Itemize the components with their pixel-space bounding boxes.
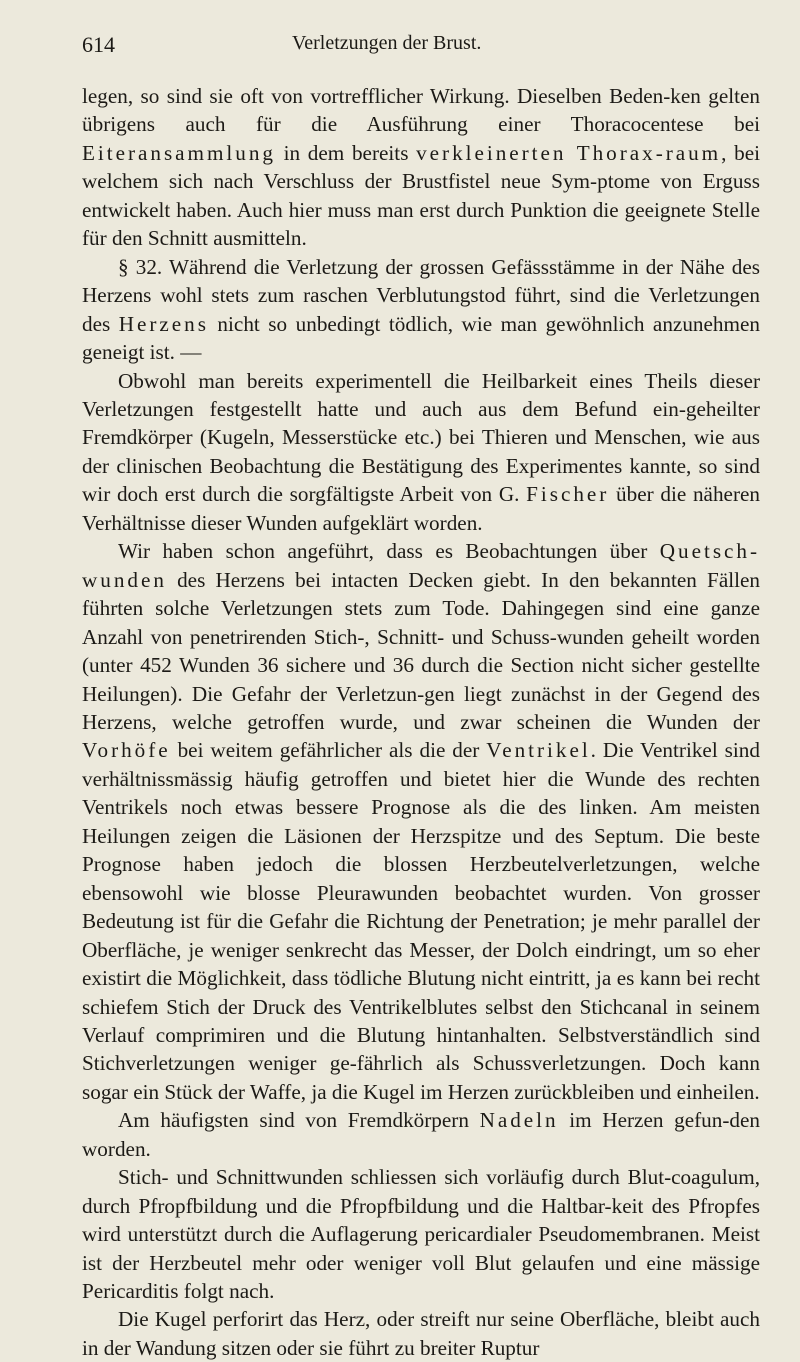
- paragraph: [82, 1163, 760, 1305]
- text-run: . Die Ventrikel sind verhältnissmässig häufig getroffen und bietet hier die Wunde des rechten Ventrikels noch etwas bessere Prognose als die des linken. Am meisten Heilungen zeigen die Läsionen der Herzspitze und des Septum. Die beste Prognose haben jedoch die blossen Herzbeutelverletzungen, welche ebensowohl wie blosse Pleurawunden beobachtet wurden. Von grosser Bedeutung ist für die Gefahr die Richtung der Penetration; je mehr parallel der Oberfläche, je weniger senkrecht das Messer, der Dolch eindringt, um so eher existirt die Möglichkeit, dass tödliche Blutung nicht eintritt, ja es kann bei recht schiefem Stich der Druck des Ventrikelblutes selbst den Stichcanal in seinem Verlauf comprimiren und die Blutung hintanhalten. Selbstverständlich sind Stichverletzungen weniger ge-fährlich als Schussverletzungen. Doch kann sogar ein Stück der Waffe, ja die Kugel im Herzen zurückbleiben und einheilen.: [82, 738, 760, 1104]
- emphasized-text: Ventrikel: [486, 738, 591, 763]
- paragraph: [82, 253, 760, 367]
- emphasized-text: verkleinerten Thorax-raum: [416, 140, 722, 165]
- text-run: Am häufigsten sind von Fremdkörpern: [118, 1108, 480, 1133]
- text-run: Wir haben schon angeführt, dass es Beobachtungen über: [118, 539, 660, 564]
- text-run: Stich- und Schnittwunden schliessen sich vorläufig durch Blut-coagulum, durch Pfropfbildung und die Pfropfbildung und die Haltbar-keit des Pfropfes wird unterstützt durch die Auflagerung pericardialer Pseudomembranen. Meist ist der Herzbeutel mehr oder weniger voll Blut gelaufen und eine mässige Pericarditis folgt nach.: [82, 1165, 760, 1304]
- emphasized-text: Eiteransammlung: [82, 140, 276, 165]
- text-run: legen, so sind sie oft von vortrefflicher Wirkung. Dieselben Beden-ken gelten übrigens auch für die Ausführung einer Thoracocentese bei: [82, 84, 760, 137]
- paragraph: [82, 367, 760, 538]
- paragraph: [82, 82, 760, 253]
- text-run: , bei welchem sich nach Verschluss der Brustfistel neue Sym-ptome von Erguss entwickelt haben. Auch hier muss man erst durch Punktion die geeignete Stelle für den Schnitt ausmitteln.: [82, 140, 760, 251]
- text-run: des Herzens bei intacten Decken giebt. In den bekannten Fällen führten solche Verletzungen stets zum Tode. Dahingegen sind eine ganze Anzahl von penetrirenden Stich-, Schnitt- und Schuss-wunden geheilt worden (unter 452 Wunden 36 sichere und 36 durch die Section nicht sicher gestellte Heilungen). Die Gefahr der Verletzun-gen liegt zunächst in der Gegend des Herzens, welche getroffen wurde, und zwar scheinen die Wunden der: [82, 567, 760, 734]
- emphasized-text: Quetsch-wunden: [82, 539, 760, 592]
- text-run: Die Kugel perforirt das Herz, oder streift nur seine Oberfläche, bleibt auch in der Wandung sitzen oder sie führt zu breiter Ruptur: [82, 1307, 760, 1360]
- emphasized-text: Herzens: [118, 311, 209, 336]
- body-text: [82, 82, 760, 1362]
- running-head: [82, 32, 760, 66]
- emphasized-text: Vorhöfe: [82, 738, 171, 763]
- emphasized-text: Fischer: [526, 482, 610, 507]
- page-number: 614: [82, 32, 115, 57]
- emphasized-text: Nadeln: [479, 1108, 559, 1133]
- text-run: nicht so unbedingt tödlich, wie man gewöhnlich anzunehmen geneigt ist. —: [82, 311, 760, 365]
- running-title: Verletzungen der Brust.: [292, 32, 482, 54]
- paragraph: [82, 1305, 760, 1362]
- text-run: in dem bereits: [275, 140, 417, 165]
- text-run: § 32. Während die Verletzung der grossen Gefässstämme in der Nähe des Herzens wohl stets zum raschen Verblutungstod führt, sind die Verletzungen des: [82, 254, 760, 336]
- paragraph: [82, 1106, 760, 1163]
- text-run: über die näheren Verhältnisse dieser Wunden aufgeklärt worden.: [82, 482, 760, 535]
- paragraph: [82, 537, 760, 1106]
- text-run: bei weitem gefährlicher als die der: [170, 738, 487, 763]
- text-run: Obwohl man bereits experimentell die Heilbarkeit eines Theils dieser Verletzungen festgestellt hatte und auch aus dem Befund ein-geheilter Fremdkörper (Kugeln, Messerstücke etc.) bei Thieren und Menschen, wie aus der clinischen Beobachtung die Bestätigung des Experimentes kannte, so sind wir doch erst durch die sorgfältigste Arbeit von G.: [82, 368, 760, 507]
- text-run: im Herzen gefun-den worden.: [82, 1108, 760, 1161]
